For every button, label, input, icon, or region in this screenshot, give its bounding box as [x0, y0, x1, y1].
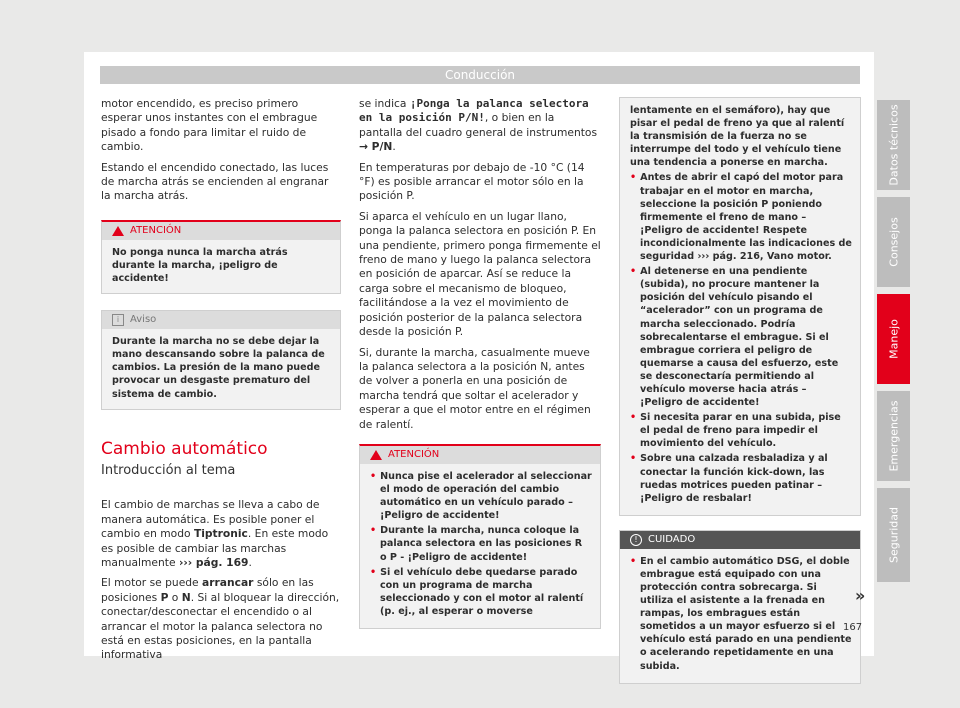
- note-title: Aviso: [130, 314, 157, 326]
- warning-header: [102, 222, 340, 240]
- paragraph: Si, durante la marcha, casualmente mueve la palanca selectora a la posición N, antes de volver a ponerla en una posición de marcha tendrá que soltar el acelerador y esperar a que el motor entre en el régimen de ralentí.: [359, 345, 591, 431]
- caution-circle-icon: !: [630, 534, 642, 546]
- list-item: • Si el vehículo debe quedarse parado con un programa de marcha seleccionado y con el motor al ralentí (p. ej., al esperar o moverse: [370, 566, 592, 618]
- paragraph: Estando el encendido conectado, las luces de marcha atrás se encienden al engranar la marcha atrás.: [101, 160, 329, 203]
- warning-text: No ponga nunca la marcha atrás durante la marcha, ¡peligro de accidente!: [112, 246, 288, 285]
- paragraph: Si aparca el vehículo en un lugar llano, ponga la palanca selectora en posición P. En una pendiente, primero ponga firmemente el freno de mano y luego la palanca selectora en posición de aparcar. Así se reduce la carga sobre el mecanismo de bloqueo, facilitándose a la vez el movimiento de posición posterior de la palanca selectora desde la posición P.: [359, 209, 601, 339]
- display-message: ¡Ponga la palanca selectora en la posición P/N!: [359, 97, 589, 125]
- list-item: • Nunca pise el acelerador al seleccionar el modo de operación del cambio automático en un vehículo parado – ¡Peligro de accidente!: [370, 470, 592, 522]
- warning-title: ATENCIÓN: [388, 448, 440, 460]
- column-2: [359, 97, 601, 635]
- column-1: [101, 97, 341, 669]
- page-number: 167: [843, 622, 863, 633]
- subsection-title: Introducción al tema: [101, 463, 236, 478]
- caution-list: [620, 549, 863, 683]
- warning-triangle-icon: [112, 226, 124, 236]
- caution-box: [619, 530, 861, 684]
- warning-header: [360, 446, 600, 464]
- warning-box: [359, 444, 601, 629]
- note-box: [101, 310, 341, 409]
- list-item: • Si necesita parar en una subida, pise el pedal de freno para impedir el movimiento del vehículo.: [630, 411, 852, 450]
- list-item: • Durante la marcha, nunca coloque la palanca selectora en las posiciones R o P - ¡Peligro de accidente!: [370, 524, 592, 563]
- paragraph: En temperaturas por debajo de -10 °C (14 °F) es posible arrancar el motor sólo en la posición P.: [359, 160, 585, 203]
- tab-consejos[interactable]: Consejos: [877, 197, 910, 287]
- warning-continuation: [619, 97, 861, 516]
- paragraph: El motor se puede arrancar sólo en las posiciones P o N. Si al bloquear la dirección, conectar/desconectar el encendido o al arrancar el motor la palanca selectora no está en estas posiciones, en la pantalla informativa: [101, 576, 340, 662]
- tab-manejo[interactable]: Manejo: [877, 294, 910, 384]
- column-3: [619, 97, 861, 690]
- warning-title: ATENCIÓN: [130, 224, 182, 236]
- list-item: • Antes de abrir el capó del motor para trabajar en el motor en marcha, seleccione la posición P poniendo firmemente el freno de mano – ¡Peligro de accidente! Respete incondicionalmente las indicaciones de seguridad ››› pág. 216, Vano motor.: [630, 171, 852, 263]
- paragraph: motor encendido, es preciso primero esperar unos instantes con el embrague pisado a fondo para limitar el ruido de cambio.: [101, 97, 318, 154]
- list-item: • Al detenerse en una pendiente (subida), no procure mantener la posición del vehículo pisando el “acelerador” con un programa de marcha seleccionado. Podría sobrecalentarse el embrague. Si el embrague corriera el peligro de quemarse a causa del esfuerzo, este se desconectaría permitiendo al vehículo moverse hacia atrás – ¡Peligro de accidente!: [630, 265, 852, 409]
- warning-list: [360, 464, 600, 628]
- warning-triangle-icon: [370, 450, 382, 460]
- note-header: [102, 311, 340, 329]
- list-item: • Sobre una calzada resbaladiza y al conectar la función kick-down, las ruedas motrices pueden patinar – ¡Peligro de resbalar!: [630, 452, 852, 504]
- tab-datos-tecnicos[interactable]: Datos técnicos: [877, 100, 910, 190]
- paragraph: El cambio de marchas se lleva a cabo de manera automática. Es posible poner el cambio en modo Tiptronic. En este modo es posible de cambiar las marchas manualmente ››› pág. 169.: [101, 498, 329, 570]
- tab-seguridad[interactable]: Seguridad: [877, 488, 910, 582]
- tab-emergencias[interactable]: Emergencias: [877, 391, 910, 481]
- caution-header: [620, 531, 860, 549]
- continued-text: lentamente en el semáforo), hay que pisar el pedal de freno ya que al ralentí la transmisión de la fuerza no se interrumpe del todo y el vehículo tiene una tendencia a ponerse en marcha.: [630, 105, 845, 169]
- section-title: Cambio automático: [101, 438, 268, 459]
- paragraph: se indica ¡Ponga la palanca selectora en la posición P/N!, o bien en la pantalla del cuadro general de instrumentos → P/N.: [359, 97, 598, 154]
- page-reference-link[interactable]: ››› pág. 169: [178, 556, 249, 570]
- page-header: Conducción: [100, 66, 860, 84]
- note-text: Durante la marcha no se debe dejar la mano descansando sobre la palanca de cambios. La presión de la mano puede provocar un desgaste prematuro del sistema de cambio.: [112, 336, 325, 400]
- caution-title: CUIDADO: [648, 533, 696, 545]
- info-icon: i: [112, 314, 124, 326]
- warning-box: [101, 220, 341, 294]
- list-item: • En el cambio automático DSG, el doble embrague está equipado con una protección contra sobrecarga. Si utiliza el asistente a la frenada en rampas, los embragues están sometidos a un mayor esfuerzo si el vehículo está parado en una pendiente o acelerando repetidamente en una subida.: [630, 555, 852, 673]
- continue-arrow-icon: »: [855, 586, 866, 605]
